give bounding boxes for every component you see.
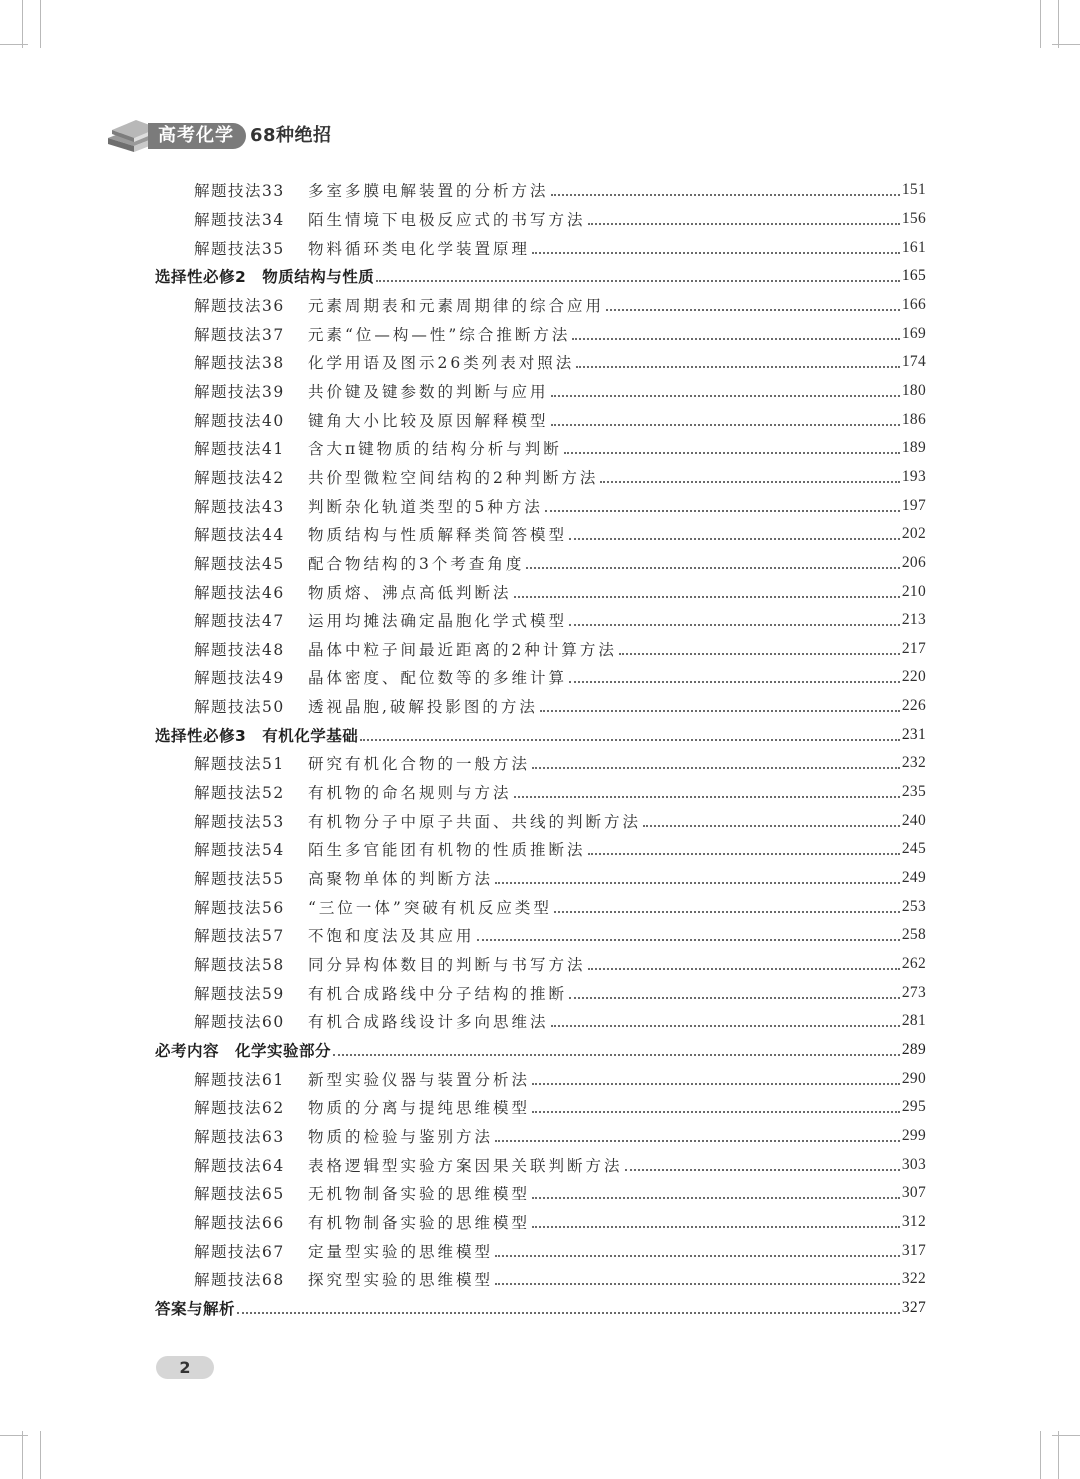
toc-title: 有机物的命名规则与方法 [308, 784, 512, 803]
toc-entry-row [0, 577, 1080, 606]
toc-page-number: 317 [901, 1241, 926, 1259]
toc-entry-row [0, 864, 1080, 893]
toc-entry[interactable] [194, 978, 926, 1007]
toc-entry-row [0, 692, 1080, 721]
toc-entry[interactable] [194, 1150, 926, 1179]
leader-dots [532, 1226, 900, 1228]
toc-title: 配合物结构的3个考查角度 [308, 554, 525, 573]
leader-dots [532, 1197, 900, 1199]
toc-title: 含大π键物质的结构分析与判断 [308, 440, 562, 459]
toc-title: 有机物分子中原子共面、共线的判断方法 [308, 812, 642, 831]
toc-page-number: 273 [901, 983, 926, 1001]
leader-dots [588, 968, 900, 970]
toc-entry[interactable] [194, 663, 926, 692]
toc-entry-row [0, 892, 1080, 921]
toc-entry[interactable] [194, 233, 926, 262]
toc-number: 解题技法56 [194, 898, 285, 917]
toc-entry[interactable] [194, 1179, 926, 1208]
toc-title: 探究型实验的思维模型 [308, 1271, 494, 1290]
toc-number: 解题技法63 [194, 1127, 285, 1146]
toc-entry[interactable] [194, 549, 926, 578]
toc-entry[interactable] [194, 176, 926, 205]
toc-number: 解题技法64 [194, 1156, 285, 1175]
toc-page-number: 322 [901, 1270, 926, 1288]
leader-dots [564, 452, 900, 454]
toc-entry-row [0, 1122, 1080, 1151]
toc-title: 定量型实验的思维模型 [308, 1242, 494, 1261]
toc-title: 研究有机化合物的一般方法 [308, 755, 531, 774]
toc-page-number: 295 [901, 1098, 926, 1116]
toc-entry[interactable] [194, 291, 926, 320]
toc-number: 解题技法59 [194, 984, 285, 1003]
toc-page-number: 210 [901, 582, 926, 600]
toc-page-number: 165 [901, 267, 926, 285]
crop-mark [0, 44, 28, 45]
toc-title: 同分异构体数目的判断与书写方法 [308, 956, 586, 975]
toc-entry-row [0, 319, 1080, 348]
toc-entry[interactable] [194, 520, 926, 549]
toc-page-number: 151 [901, 181, 926, 199]
crop-mark [40, 0, 41, 48]
leader-dots [540, 710, 900, 712]
leader-dots [532, 1111, 900, 1113]
leader-dots [514, 596, 900, 598]
leader-dots [532, 1083, 900, 1085]
toc-page-number: 258 [901, 926, 926, 944]
leader-dots [495, 1255, 900, 1257]
toc-entry[interactable] [194, 405, 926, 434]
toc-page-number: 180 [901, 381, 926, 399]
toc-number: 解题技法62 [194, 1099, 285, 1118]
toc-page-number: 290 [901, 1069, 926, 1087]
toc-entry-row [0, 176, 1080, 205]
toc-number: 解题技法46 [194, 583, 285, 602]
toc-page-number: 169 [901, 324, 926, 342]
toc-title: 元素周期表和元素周期律的综合应用 [308, 296, 605, 315]
toc-page-number: 166 [901, 295, 926, 313]
toc-page-number: 245 [901, 840, 926, 858]
toc-entry[interactable] [194, 1236, 926, 1265]
toc-entry-row [0, 1064, 1080, 1093]
toc-entry[interactable] [194, 1093, 926, 1122]
header-title-rest: 68种绝招 [250, 125, 332, 146]
leader-dots [532, 252, 900, 254]
leader-dots [360, 739, 900, 741]
toc-title: 晶体密度、配位数等的多维计算 [308, 669, 568, 688]
toc-page-number: 220 [901, 668, 926, 686]
toc-title: 透视晶胞,破解投影图的方法 [308, 698, 538, 717]
toc-section[interactable] [155, 1036, 926, 1065]
toc-page-number: 289 [901, 1041, 926, 1059]
toc-page-number: 240 [901, 811, 926, 829]
toc-page-number: 303 [901, 1155, 926, 1173]
toc-entry-row [0, 348, 1080, 377]
page-number: 2 [156, 1356, 214, 1379]
toc-entry[interactable] [194, 606, 926, 635]
leader-dots [514, 796, 900, 798]
toc-title: 化学实验部分 [235, 1042, 332, 1061]
toc-page-number: 231 [901, 725, 926, 743]
toc-title: 共价型微粒空间结构的2种判断方法 [308, 468, 599, 487]
toc-entry[interactable] [194, 463, 926, 492]
toc-entry-row [0, 1179, 1080, 1208]
toc-title: 陌生情境下电极反应式的书写方法 [308, 210, 586, 229]
toc-section-row [0, 1036, 1080, 1065]
toc-number: 解题技法44 [194, 526, 285, 545]
toc-entry-row [0, 663, 1080, 692]
toc-title: 晶体中粒子间最近距离的2种计算方法 [308, 640, 617, 659]
leader-dots [554, 911, 900, 913]
toc-page-number: 197 [901, 496, 926, 514]
toc-entry[interactable] [194, 205, 926, 234]
toc-title: 物质结构与性质 [262, 268, 375, 287]
toc-page-number: 281 [901, 1012, 926, 1030]
crop-mark [1058, 1431, 1059, 1479]
toc-entry[interactable] [194, 1007, 926, 1036]
toc-entry[interactable] [194, 635, 926, 664]
toc-title: 物质熔、沸点高低判断法 [308, 583, 512, 602]
toc-entry-row [0, 606, 1080, 635]
toc-entry[interactable] [194, 921, 926, 950]
crop-mark [1040, 1431, 1041, 1479]
toc-entry-row [0, 1236, 1080, 1265]
leader-dots [477, 939, 900, 941]
leader-dots [237, 1312, 900, 1314]
toc-entry-row [0, 1208, 1080, 1237]
toc-page-number: 307 [901, 1184, 926, 1202]
toc-entry[interactable] [194, 1208, 926, 1237]
toc-entry-row [0, 434, 1080, 463]
toc-title: 共价键及键参数的判断与应用 [308, 382, 549, 401]
leader-dots [643, 825, 900, 827]
crop-mark [0, 1435, 28, 1436]
leader-dots [569, 538, 900, 540]
toc-number: 解题技法37 [194, 325, 285, 344]
toc-number: 解题技法42 [194, 468, 285, 487]
toc-entry[interactable] [194, 749, 926, 778]
toc-number: 解题技法43 [194, 497, 285, 516]
toc-number: 解题技法47 [194, 612, 285, 631]
toc-title: 无机物制备实验的思维模型 [308, 1185, 531, 1204]
toc-title: 新型实验仪器与装置分析法 [308, 1070, 531, 1089]
toc-page-number: 262 [901, 955, 926, 973]
toc-number: 解题技法67 [194, 1242, 285, 1261]
toc-page-number: 299 [901, 1126, 926, 1144]
toc-entry[interactable] [194, 692, 926, 721]
toc-page-number: 206 [901, 553, 926, 571]
toc-title: 物质的分离与提纯思维模型 [308, 1099, 531, 1118]
toc-page-number: 189 [901, 439, 926, 457]
toc-number: 解题技法61 [194, 1070, 285, 1089]
toc-entry-row [0, 806, 1080, 835]
toc-page-number: 235 [901, 783, 926, 801]
crop-mark [1052, 44, 1080, 45]
toc-entry[interactable] [194, 950, 926, 979]
toc-number: 解题技法52 [194, 784, 285, 803]
leader-dots [495, 1283, 900, 1285]
toc-number: 选择性必修3 [155, 726, 247, 745]
toc-number: 解题技法33 [194, 182, 285, 201]
toc-entry-row [0, 950, 1080, 979]
toc-number: 解题技法38 [194, 354, 285, 373]
toc-entry-row [0, 205, 1080, 234]
toc-title: 有机合成路线中分子结构的推断 [308, 984, 568, 1003]
leader-dots [551, 424, 900, 426]
toc-page-number: 253 [901, 897, 926, 915]
toc-number: 解题技法40 [194, 411, 285, 430]
toc-title: 元素“位—构—性”综合推断方法 [308, 325, 571, 344]
toc-number: 解题技法34 [194, 210, 285, 229]
running-header [104, 108, 464, 158]
toc-page-number: 156 [901, 209, 926, 227]
toc-number: 解题技法53 [194, 812, 285, 831]
leader-dots [532, 767, 900, 769]
leader-dots [576, 366, 900, 368]
toc-number: 解题技法48 [194, 640, 285, 659]
toc-entry-row [0, 778, 1080, 807]
toc-title: 陌生多官能团有机物的性质推断法 [308, 841, 586, 860]
leader-dots [606, 309, 900, 311]
toc-number: 解题技法66 [194, 1213, 285, 1232]
toc-entry-row [0, 463, 1080, 492]
leader-dots [619, 653, 900, 655]
toc-number: 必考内容 [155, 1042, 220, 1061]
leader-dots [526, 567, 899, 569]
leader-dots [569, 624, 900, 626]
toc-entry[interactable] [194, 348, 926, 377]
leader-dots [569, 681, 900, 683]
toc-entry[interactable] [194, 806, 926, 835]
toc-entry[interactable] [194, 377, 926, 406]
toc-entry[interactable] [194, 1265, 926, 1294]
leader-dots [572, 338, 899, 340]
toc-entry-row [0, 1007, 1080, 1036]
toc-entry-row [0, 749, 1080, 778]
toc-page-number: 249 [901, 869, 926, 887]
toc-entry-row [0, 921, 1080, 950]
toc-title: 有机物制备实验的思维模型 [308, 1213, 531, 1232]
toc-number: 解题技法58 [194, 956, 285, 975]
toc-section[interactable] [155, 262, 926, 291]
toc-entry-row [0, 233, 1080, 262]
toc-number: 解题技法57 [194, 927, 285, 946]
toc-number: 解题技法45 [194, 554, 285, 573]
toc-number: 解题技法55 [194, 870, 285, 889]
leader-dots [495, 882, 900, 884]
toc-section[interactable] [155, 720, 926, 749]
toc-page-number: 312 [901, 1212, 926, 1230]
toc-number: 解题技法50 [194, 698, 285, 717]
toc-entry-row [0, 1093, 1080, 1122]
leader-dots [545, 510, 900, 512]
toc-entry-row [0, 835, 1080, 864]
toc-title: 物质结构与性质解释类简答模型 [308, 526, 568, 545]
toc-entry[interactable] [194, 1064, 926, 1093]
toc-number: 解题技法60 [194, 1013, 285, 1032]
leader-dots [588, 223, 900, 225]
leader-dots [551, 194, 900, 196]
toc-entry[interactable] [194, 864, 926, 893]
toc-page-number: 213 [901, 611, 926, 629]
toc-page-number: 327 [901, 1298, 926, 1316]
toc-title: 有机化学基础 [262, 726, 359, 745]
toc-section-row [0, 1294, 1080, 1323]
toc-entry[interactable] [194, 892, 926, 921]
leader-dots [551, 1025, 900, 1027]
leader-dots [333, 1054, 900, 1056]
toc-page-number: 193 [901, 467, 926, 485]
header-title-highlight: 高考化学 [148, 123, 246, 149]
toc-entry-row [0, 635, 1080, 664]
toc-number: 解题技法49 [194, 669, 285, 688]
toc-title: 键角大小比较及原因解释模型 [308, 411, 549, 430]
toc-title: 多室多膜电解装置的分析方法 [308, 182, 549, 201]
toc-number: 选择性必修2 [155, 268, 247, 287]
toc-title: “三位一体”突破有机反应类型 [308, 898, 552, 917]
toc-section-row [0, 262, 1080, 291]
toc-number: 解题技法41 [194, 440, 285, 459]
toc-entry-row [0, 1265, 1080, 1294]
leader-dots [376, 280, 900, 282]
toc-entry[interactable] [194, 434, 926, 463]
crop-mark [1058, 0, 1059, 48]
toc-title: 运用均摊法确定晶胞化学式模型 [308, 612, 568, 631]
toc-entry[interactable] [194, 778, 926, 807]
toc-section-row [0, 720, 1080, 749]
toc-number: 解题技法54 [194, 841, 285, 860]
toc-number: 解题技法35 [194, 239, 285, 258]
toc-entry-row [0, 491, 1080, 520]
toc-page-number: 202 [901, 525, 926, 543]
toc-title: 物料循环类电化学装置原理 [308, 239, 531, 258]
leader-dots [588, 853, 900, 855]
toc-page-number: 217 [901, 639, 926, 657]
toc-number: 解题技法68 [194, 1271, 285, 1290]
leader-dots [569, 997, 900, 999]
toc-page-number: 232 [901, 754, 926, 772]
toc-entry-row [0, 549, 1080, 578]
toc-title: 化学用语及图示26类列表对照法 [308, 354, 575, 373]
crop-mark [22, 1431, 23, 1479]
toc-entry-row [0, 405, 1080, 434]
leader-dots [551, 395, 900, 397]
crop-mark [22, 0, 23, 48]
toc-number: 解题技法36 [194, 296, 285, 315]
toc-page-number: 161 [901, 238, 926, 256]
toc-title: 有机合成路线设计多向思维法 [308, 1013, 549, 1032]
table-of-contents [0, 176, 1080, 1322]
toc-number: 解题技法39 [194, 382, 285, 401]
toc-page-number: 186 [901, 410, 926, 428]
toc-number: 解题技法65 [194, 1185, 285, 1204]
toc-title: 高聚物单体的判断方法 [308, 870, 494, 889]
toc-title: 不饱和度法及其应用 [308, 927, 475, 946]
toc-entry-row [0, 520, 1080, 549]
toc-entry[interactable] [194, 577, 926, 606]
toc-entry-row [0, 291, 1080, 320]
toc-title: 物质的检验与鉴别方法 [308, 1127, 494, 1146]
toc-title: 表格逻辑型实验方案因果关联判断方法 [308, 1156, 623, 1175]
toc-page-number: 226 [901, 697, 926, 715]
toc-entry[interactable] [194, 1122, 926, 1151]
crop-mark [1052, 1435, 1080, 1436]
toc-entry[interactable] [194, 835, 926, 864]
toc-section[interactable] [155, 1294, 926, 1323]
toc-entry-row [0, 978, 1080, 1007]
toc-entry-row [0, 1150, 1080, 1179]
toc-entry[interactable] [194, 491, 926, 520]
leader-dots [600, 481, 899, 483]
toc-entry-row [0, 377, 1080, 406]
toc-number: 解题技法51 [194, 755, 285, 774]
toc-number: 答案与解析 [155, 1299, 236, 1318]
toc-title: 判断杂化轨道类型的5种方法 [308, 497, 543, 516]
toc-entry[interactable] [194, 319, 926, 348]
leader-dots [625, 1169, 900, 1171]
leader-dots [495, 1140, 900, 1142]
toc-page-number: 174 [901, 353, 926, 371]
crop-mark [1040, 0, 1041, 48]
crop-mark [40, 1431, 41, 1479]
